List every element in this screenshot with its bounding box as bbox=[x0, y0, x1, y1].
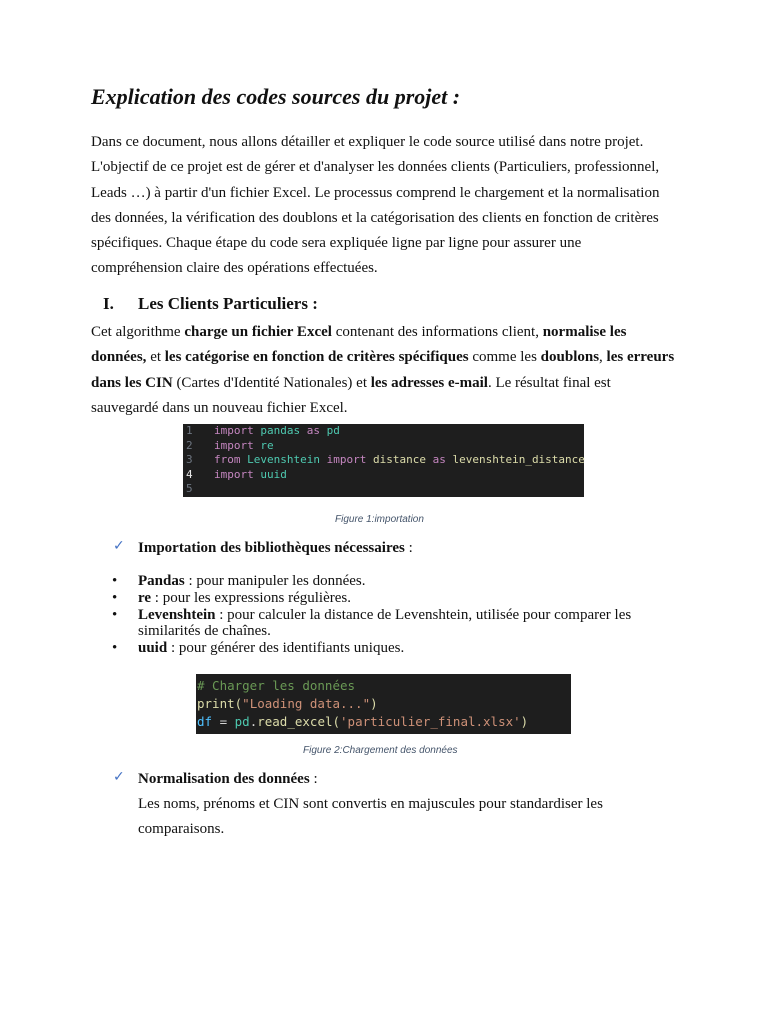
section-heading-text: Les Clients Particuliers : bbox=[138, 294, 318, 313]
list-desc: : pour générer des identifiants uniques. bbox=[167, 640, 405, 657]
line-number: 4 bbox=[186, 467, 193, 481]
text-run: contenant des informations client, bbox=[331, 324, 543, 340]
subsection-title-text: Normalisation des données bbox=[138, 771, 310, 787]
bullet-icon: • bbox=[112, 640, 118, 657]
normalisation-paragraph: Les noms, prénoms et CIN sont convertis en majuscules pour standardiser les comparaisons. bbox=[138, 796, 603, 838]
list-term: uuid bbox=[138, 640, 168, 657]
text-run: et bbox=[146, 349, 165, 366]
code-screenshot-load bbox=[196, 674, 571, 734]
code-module: pd bbox=[234, 714, 250, 729]
figure-caption: Figure 1:importation bbox=[335, 514, 424, 525]
code-comment: # Charger les données bbox=[197, 678, 356, 693]
code-module: Levenshtein bbox=[247, 453, 320, 466]
bullet-icon: • bbox=[112, 573, 118, 589]
code-function: levenshtein_distance bbox=[452, 453, 585, 466]
code-keyword: as bbox=[306, 424, 320, 437]
code-keyword: import bbox=[214, 424, 254, 437]
bold-run: normalise les données, bbox=[91, 324, 627, 366]
line-number: 1 bbox=[186, 424, 193, 437]
subsection-title bbox=[138, 771, 318, 788]
list-desc: : pour les expressions régulières. bbox=[151, 589, 351, 606]
code-line bbox=[197, 677, 355, 695]
code-line bbox=[183, 453, 584, 468]
code-string: "Loading data..." bbox=[242, 696, 371, 711]
code-line bbox=[183, 424, 584, 439]
code-paren: ( bbox=[234, 696, 243, 711]
bold-run: les catégorise en fonction de critères spécifiques bbox=[164, 349, 469, 366]
code-keyword: from bbox=[214, 453, 241, 466]
code-module: pandas bbox=[260, 424, 301, 437]
code-line bbox=[183, 468, 584, 483]
bullet-icon: • bbox=[112, 589, 118, 606]
code-module: pd bbox=[326, 424, 340, 437]
text-run: Cet algorithme bbox=[91, 324, 185, 340]
list-item bbox=[112, 640, 676, 657]
text-run: : bbox=[404, 540, 413, 556]
list-term: Pandas bbox=[138, 573, 185, 589]
code-function: distance bbox=[372, 453, 426, 466]
code-function: read_excel bbox=[257, 714, 333, 729]
code-operator: = bbox=[212, 714, 235, 729]
subsection-title bbox=[138, 540, 413, 557]
bold-run: les adresses e-mail bbox=[370, 374, 488, 391]
code-variable: df bbox=[197, 714, 213, 729]
code-line bbox=[197, 713, 528, 731]
code-paren: ) bbox=[520, 714, 529, 729]
code-line bbox=[183, 482, 584, 497]
code-operator: . bbox=[249, 714, 258, 729]
intro-paragraph: Dans ce document, nous allons détailler et expliquer le code source utilisé dans notre projet. L'objectif de ce projet est de gérer et d'analyser les données clients (Particuliers, professionnel, Leads …) à partir d'un fichier Excel. Le processus comprend le chargement et la normalisation des données, la vérification des doublons et la catégorisation des clients en fonction de critères spécifiques. Chaque étape du code sera expliquée ligne par ligne pour assurer une compréhension claire des opérations effectuées. bbox=[91, 134, 660, 277]
code-screenshot-imports bbox=[183, 424, 584, 497]
list-desc: : pour calculer la distance de Levenshtein, utilisée pour comparer les similarités de chaînes. bbox=[138, 606, 632, 640]
section-heading bbox=[103, 294, 318, 314]
line-number: 2 bbox=[186, 438, 193, 452]
text-run: (Cartes d'Identité Nationales) et bbox=[172, 374, 371, 391]
list-desc: : pour manipuler les données. bbox=[184, 573, 366, 589]
code-string: 'particulier_final.xlsx' bbox=[340, 714, 521, 729]
list-item bbox=[112, 573, 676, 590]
document-title: Explication des codes sources du projet : bbox=[91, 84, 461, 109]
code-line bbox=[197, 695, 378, 713]
code-function: print bbox=[197, 696, 235, 711]
text-run: , bbox=[599, 349, 607, 366]
subsection-title-text: Importation des bibliothèques nécessaires bbox=[138, 540, 405, 556]
section-number: I. bbox=[103, 294, 114, 313]
code-paren: ) bbox=[370, 696, 378, 711]
code-keyword: as bbox=[432, 453, 446, 466]
line-number: 3 bbox=[186, 453, 193, 466]
checkmark-icon: ✓ bbox=[113, 538, 125, 554]
code-line bbox=[183, 439, 584, 454]
bold-run: doublons bbox=[540, 349, 600, 366]
section-paragraph bbox=[91, 320, 676, 421]
code-module: re bbox=[260, 438, 274, 452]
figure-caption: Figure 2:Chargement des données bbox=[303, 745, 458, 756]
code-keyword: import bbox=[214, 438, 254, 452]
text-run: : bbox=[309, 771, 318, 787]
bold-run: les erreurs dans les CIN bbox=[91, 349, 675, 391]
list-item bbox=[112, 607, 676, 641]
code-keyword: import bbox=[214, 467, 254, 481]
code-keyword: import bbox=[326, 453, 367, 466]
bold-run: charge un fichier Excel bbox=[184, 324, 332, 340]
list-term: re bbox=[138, 589, 152, 606]
checkmark-icon: ✓ bbox=[113, 769, 125, 785]
line-number: 5 bbox=[186, 482, 193, 495]
library-list bbox=[112, 573, 676, 657]
text-run: comme les bbox=[468, 349, 541, 366]
list-item bbox=[112, 590, 676, 607]
code-module: uuid bbox=[260, 467, 287, 481]
bullet-icon: • bbox=[112, 606, 118, 623]
text-run: . Le résultat final est sauvegardé dans un nouveau fichier Excel. bbox=[91, 374, 611, 416]
code-paren: ( bbox=[332, 714, 341, 729]
list-term: Levenshtein bbox=[138, 606, 216, 623]
